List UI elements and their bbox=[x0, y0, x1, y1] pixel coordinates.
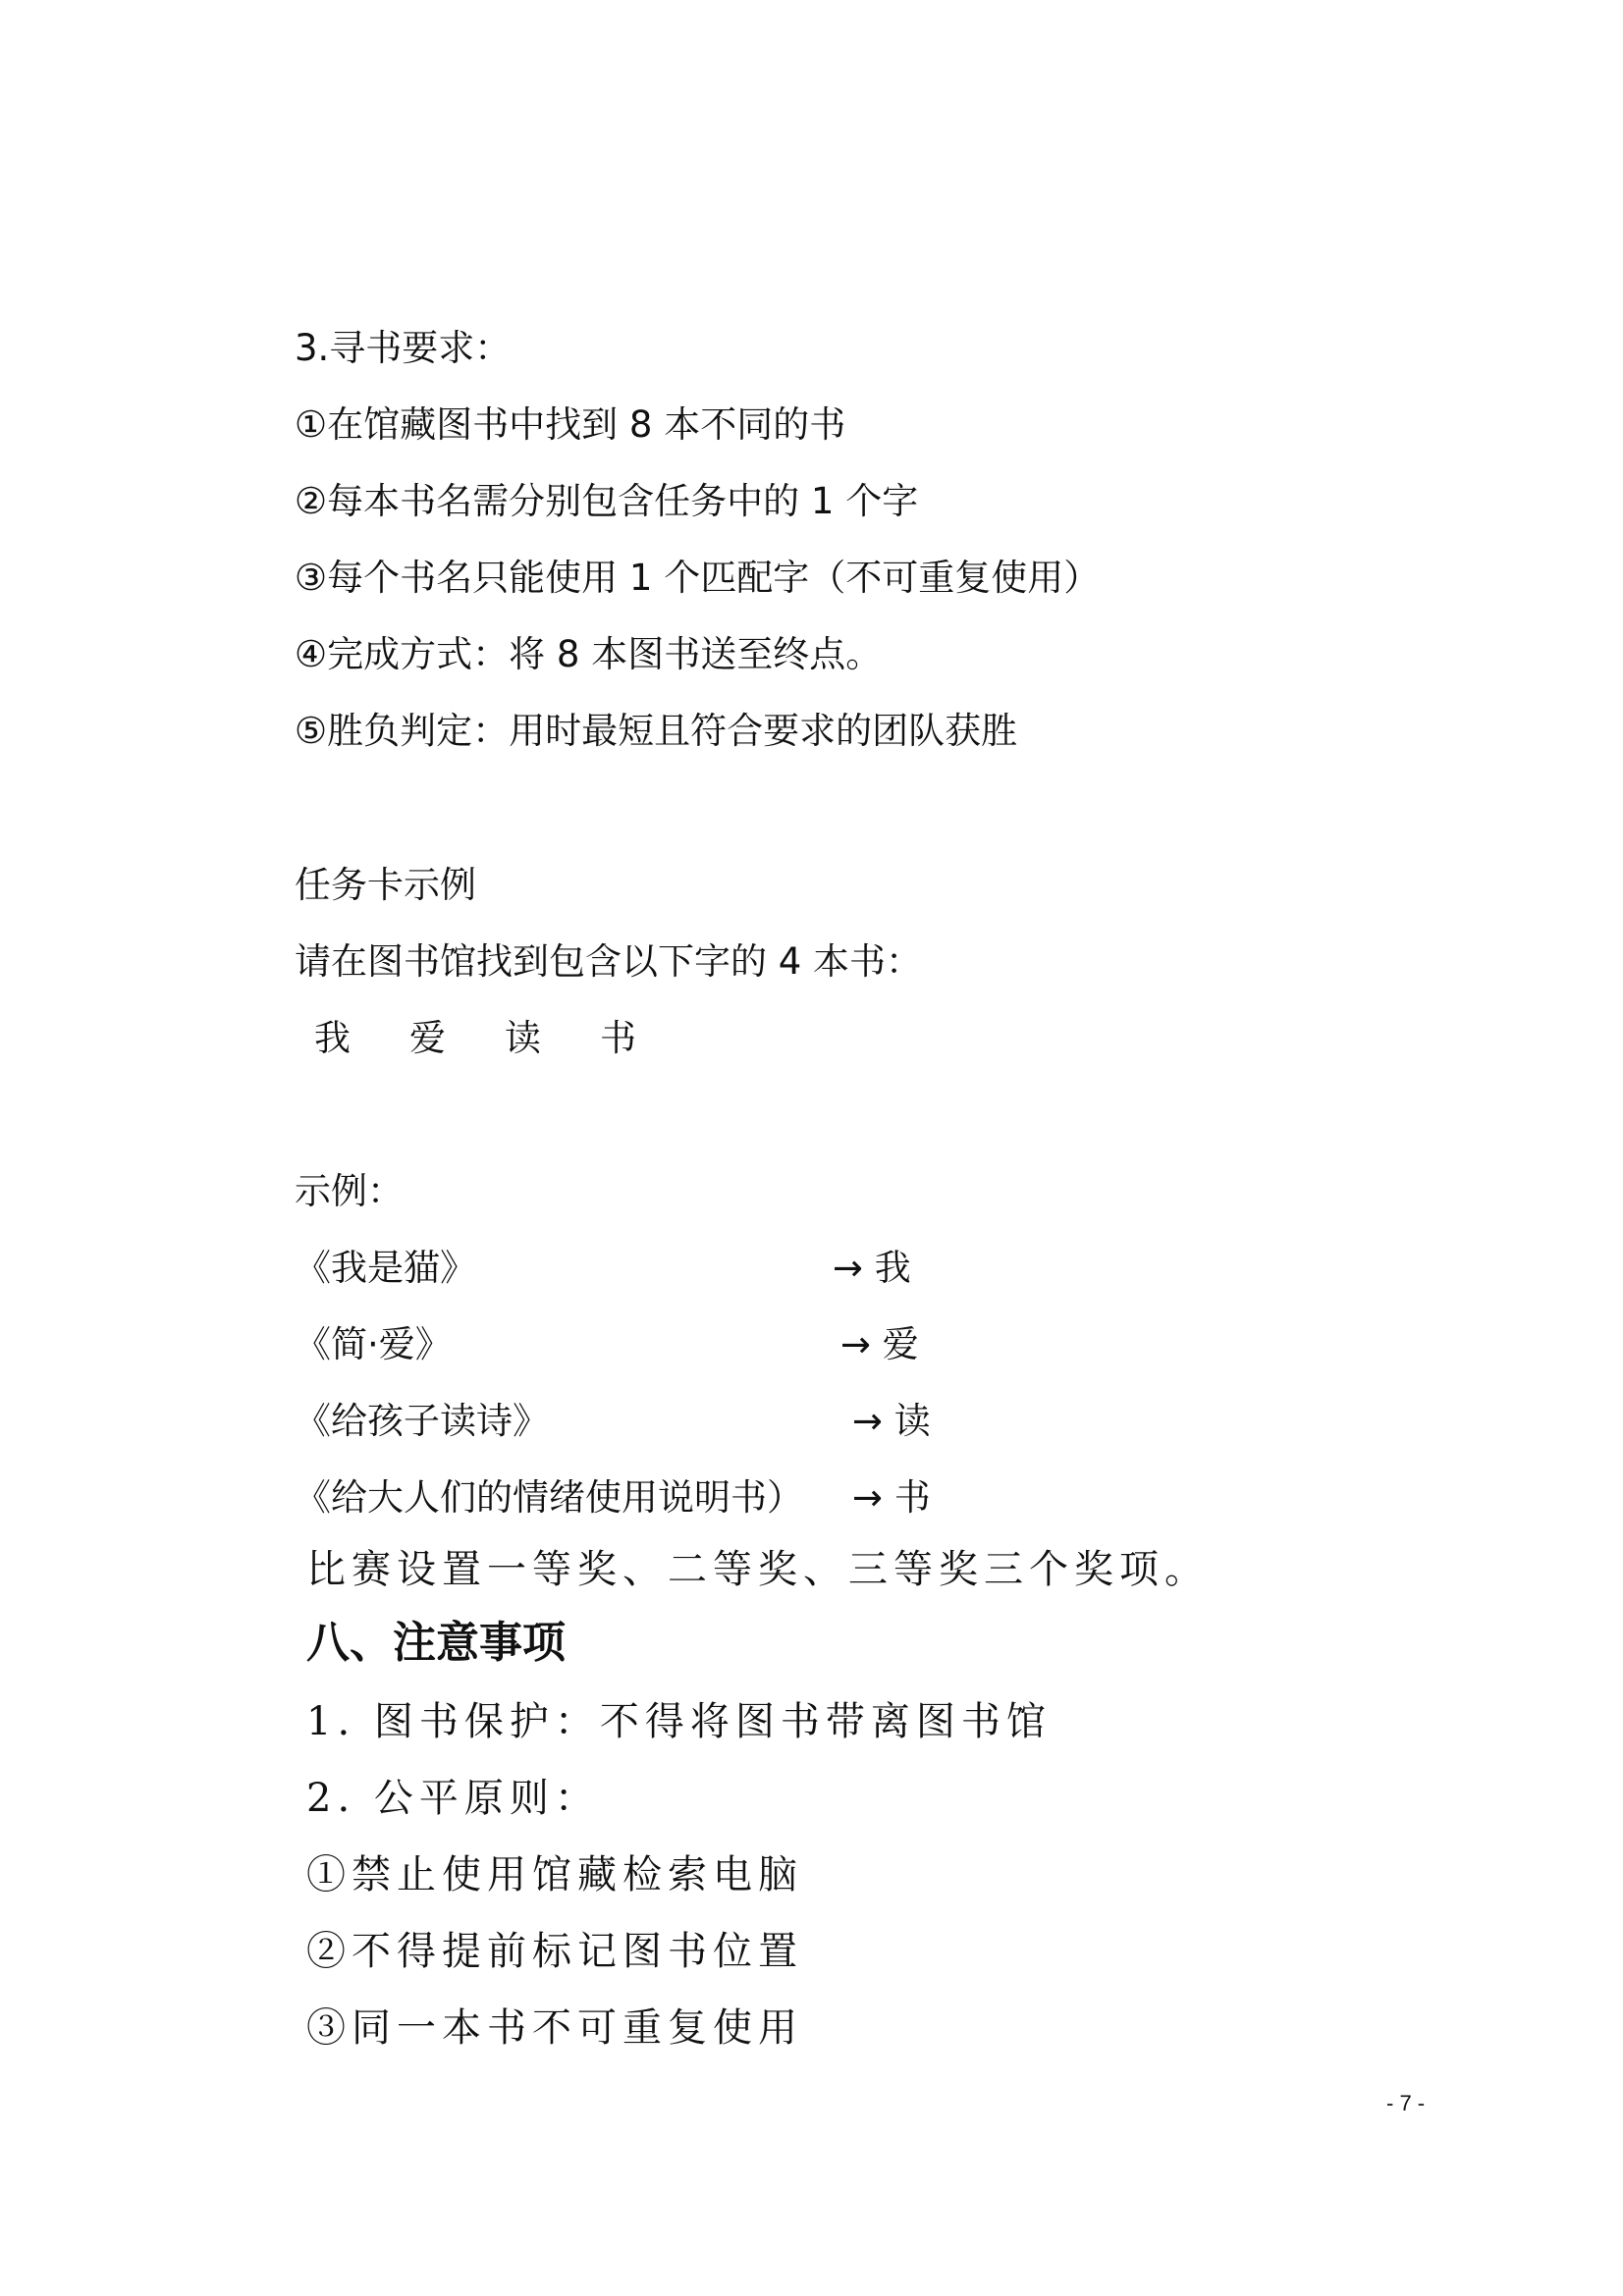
task-card-instruction: 请在图书馆找到包含以下字的 4 本书： bbox=[295, 940, 923, 983]
task-char-3: 读 bbox=[505, 1017, 541, 1059]
example-book-title: 《给大人们的情绪使用说明书） bbox=[295, 1476, 803, 1519]
page-number: - 7 - bbox=[1386, 2091, 1426, 2115]
example-row-4 bbox=[295, 1474, 931, 1522]
example-matched-char: 我 bbox=[874, 1247, 911, 1289]
example-matched-char: 爱 bbox=[882, 1323, 919, 1365]
example-row-1 bbox=[295, 1245, 911, 1292]
example-arrow-icon: → 我 bbox=[833, 1247, 911, 1289]
requirement-item-4: ④完成方式：将 8 本图书送至终点。 bbox=[295, 633, 883, 675]
notice-item-1: 1. 图书保护：不得将图书带离图书馆 bbox=[306, 1699, 1052, 1744]
notice-item-2: 2. 公平原则： bbox=[306, 1776, 600, 1821]
notice-item-3: ①禁止使用馆藏检索电脑 bbox=[306, 1852, 803, 1897]
example-title: 示例： bbox=[295, 1170, 404, 1212]
example-arrow-icon: → 爱 bbox=[840, 1323, 919, 1365]
example-row-2 bbox=[295, 1321, 919, 1368]
task-card-title: 任务卡示例 bbox=[295, 864, 476, 906]
task-card-chars bbox=[314, 1015, 695, 1062]
section8-heading: 八、注意事项 bbox=[306, 1618, 566, 1668]
example-arrow-icon: → 读 bbox=[852, 1400, 931, 1442]
example-arrow-icon: → 书 bbox=[852, 1476, 931, 1519]
requirement-item-1: ①在馆藏图书中找到 8 本不同的书 bbox=[295, 403, 846, 446]
example-matched-char: 书 bbox=[893, 1476, 931, 1519]
task-char-2: 爱 bbox=[409, 1017, 446, 1059]
requirement-item-5: ⑤胜负判定：用时最短且符合要求的团队获胜 bbox=[295, 710, 1018, 752]
awards-text: 比赛设置一等奖、二等奖、三等奖三个奖项。 bbox=[306, 1547, 1210, 1592]
example-row-3 bbox=[295, 1398, 931, 1445]
section3-title: 3.寻书要求： bbox=[295, 327, 512, 369]
notice-item-4: ②不得提前标记图书位置 bbox=[306, 1929, 803, 1974]
example-book-title: 《我是猫》 bbox=[295, 1247, 476, 1289]
notice-item-5: ③同一本书不可重复使用 bbox=[306, 2005, 803, 2051]
task-char-1: 我 bbox=[314, 1017, 351, 1059]
task-char-4: 书 bbox=[600, 1017, 636, 1059]
requirement-item-3: ③每个书名只能使用 1 个匹配字（不可重复使用） bbox=[295, 557, 1101, 599]
example-book-title: 《简·爱》 bbox=[295, 1323, 452, 1365]
example-matched-char: 读 bbox=[893, 1400, 931, 1442]
example-book-title: 《给孩子读诗》 bbox=[295, 1400, 549, 1442]
requirement-item-2: ②每本书名需分别包含任务中的 1 个字 bbox=[295, 480, 919, 522]
